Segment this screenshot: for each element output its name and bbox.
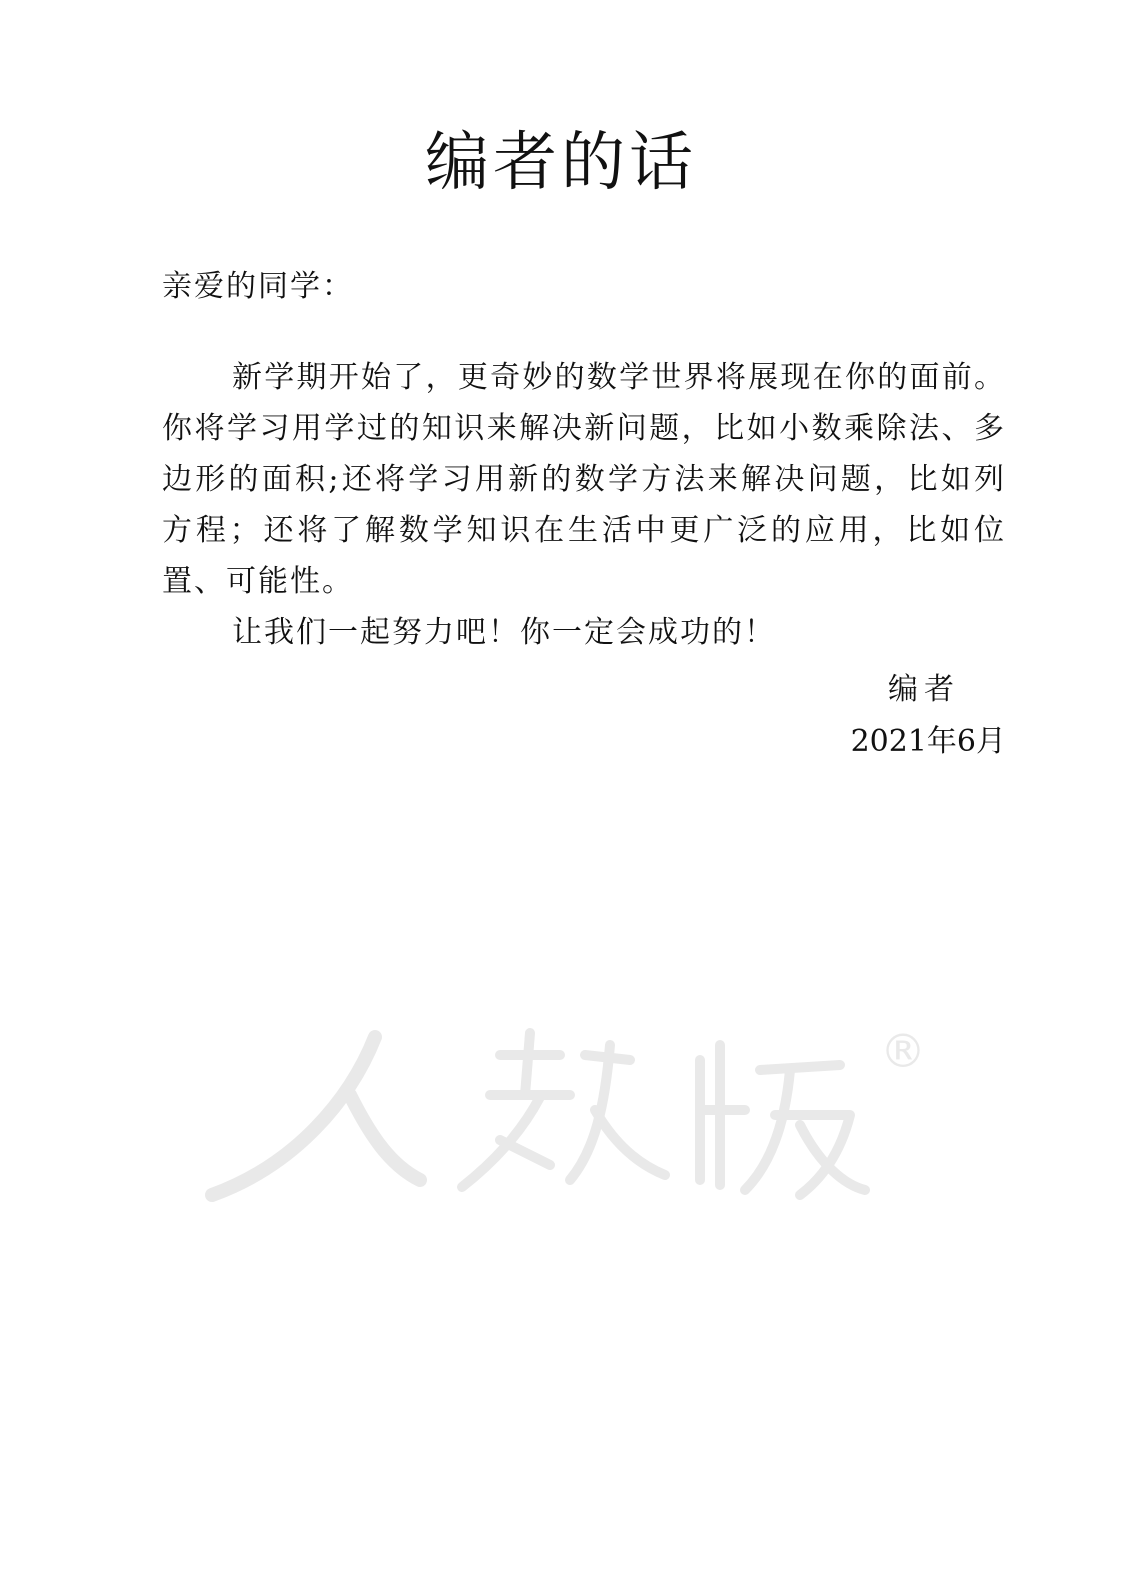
page-title: 编者的话	[425, 126, 697, 200]
signature-author: 编者	[888, 672, 960, 707]
signature-date: 2021年6月	[850, 724, 1006, 759]
body-text	[162, 352, 1006, 658]
paragraph-2: 让我们一起努力吧！你一定会成功的！	[232, 615, 776, 650]
salutation: 亲爱的同学：	[162, 269, 354, 304]
registered-mark: ®	[880, 1024, 926, 1078]
signature	[842, 664, 1006, 768]
watermark-logo	[200, 1015, 930, 1215]
paragraph-1: 新学期开始了，更奇妙的数学世界将展现在你的面前。你将学习用学过的知识来解决新问题，比如小数乘除法、多边形的面积;还将学习用新的数学方法来解决问题，比如列方程；还将了解数学知识在生活中更广泛的应用，比如位置、可能性。	[162, 360, 1006, 599]
